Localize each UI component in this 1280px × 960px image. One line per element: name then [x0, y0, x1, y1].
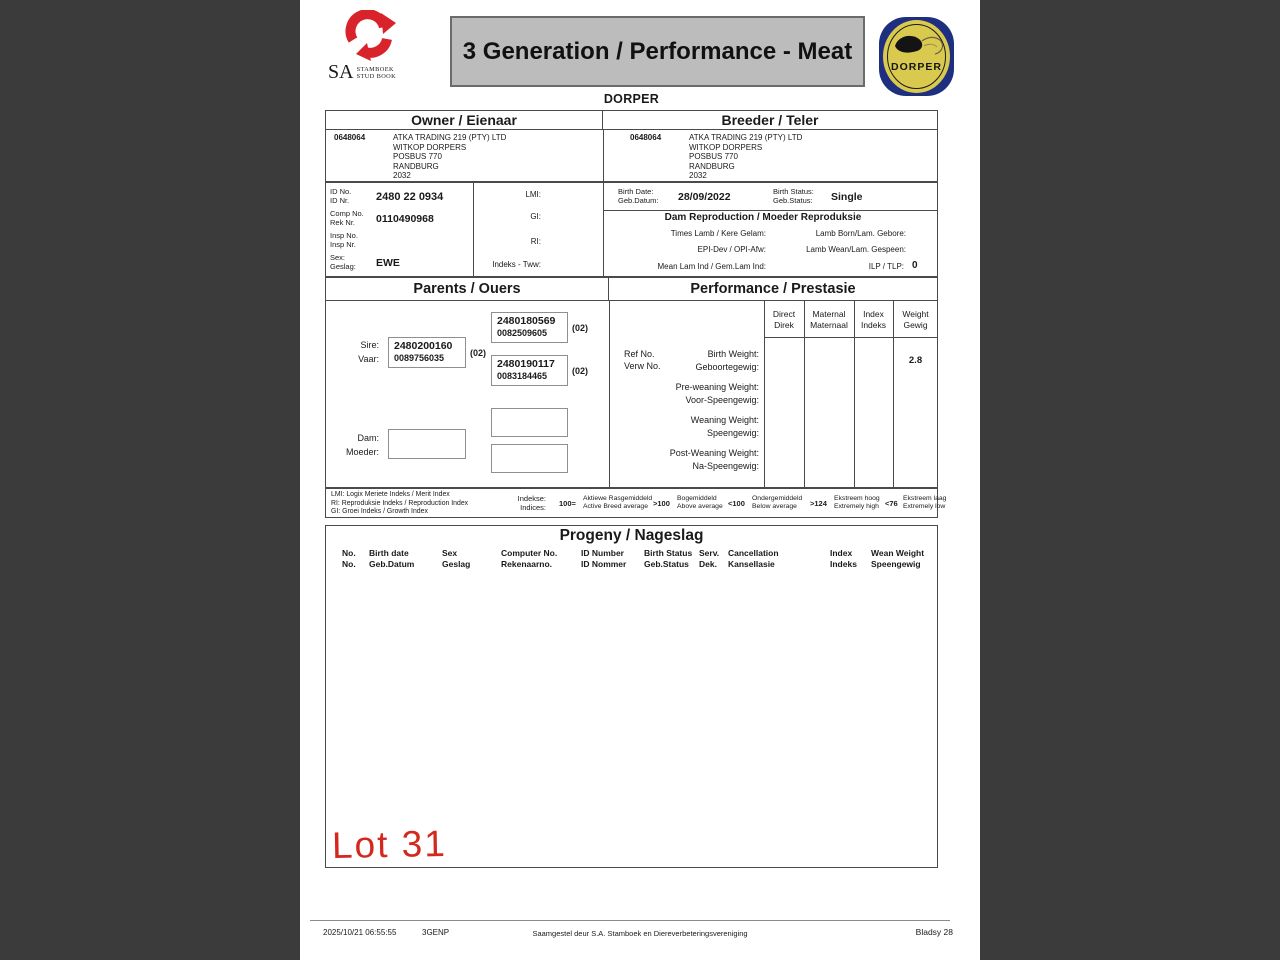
owner-breeder-divider [603, 130, 604, 182]
epi-dev-label: EPI-Dev / OPI-Afw: [697, 245, 766, 254]
grandsire1-id: 2480180569 [497, 315, 556, 327]
owner-address-line: 2032 [393, 171, 411, 180]
breeder-address-line: POSBUS 770 [689, 152, 738, 161]
birth-status-label: Birth Status: Geb.Status: [773, 187, 814, 205]
grandsire1-note: (02) [572, 323, 589, 333]
breeder-member-number: 0648064 [630, 133, 662, 142]
ri-definition: RI: Reproduksie Indeks / Reproduction Index [331, 499, 469, 507]
sa-text: SA [328, 61, 354, 83]
stamboek-line2: STUD BOOK [356, 73, 397, 80]
progeny-col-birth-status: Birth Status Geb.Status [644, 548, 693, 569]
perf-header-underline [764, 337, 937, 338]
breeder-address-line: 2032 [689, 171, 707, 180]
lmi-definition: LMI: Logix Meriete Indeks / Merit Index [331, 491, 450, 498]
birth-weight-value: 2.8 [908, 355, 923, 366]
gi-definition: GI: Groei Indeks / Growth Index [331, 508, 428, 516]
footer-page-number: Bladsy 28 [915, 927, 953, 937]
owner-address-line: POSBUS 770 [393, 152, 442, 161]
grandsire2-box [491, 355, 568, 386]
sa-stamboek-wordmark [328, 62, 396, 82]
progeny-col-birth-date: Birth date Geb.Datum [369, 548, 415, 569]
performance-header: Performance / Prestasie [690, 281, 856, 297]
owner-member-number: 0648064 [334, 133, 366, 142]
sire-comp-no: 0089756035 [394, 353, 445, 363]
progeny-col-cancellation: Cancellation Kansellasie [728, 548, 779, 569]
parents-header: Parents / Ouers [326, 278, 609, 300]
badge-text: DORPER [891, 61, 942, 73]
grandsire1-box [491, 312, 568, 343]
owner-address-line: RANDBURG [393, 161, 439, 171]
dorper-society-badge [877, 15, 956, 98]
breeder-address [689, 133, 802, 181]
birth-date-value: 28/09/2022 [678, 191, 731, 203]
ilp-tlp-label: ILP / TLP: [868, 262, 904, 271]
progeny-col-serv: Serv. Dek. [699, 548, 720, 569]
mean-lam-ind-label: Mean Lam Ind / Gem.Lam Ind: [657, 262, 766, 271]
footer-divider [310, 920, 950, 921]
sex-value: EWE [376, 257, 400, 269]
grandsire1-comp-no: 0082509605 [497, 328, 548, 338]
legend-text-extremely-high: Ekstreem hoog Extremely high [834, 495, 880, 511]
lamb-born-label: Lamb Born/Lam. Gebore: [815, 229, 906, 238]
granddam1-box [491, 408, 568, 437]
birth-date-label: Birth Date: Geb.Datum: [618, 187, 659, 205]
granddam2-box [491, 444, 568, 473]
legend-definitions [331, 491, 468, 517]
dam-label: Dam: Moeder: [345, 433, 379, 457]
perf-col-weight: Weight Gewig [902, 309, 929, 330]
ref-no-label: Ref No. Verw No. [624, 349, 661, 371]
legend-text-below-average: Ondergemiddeld Below average [752, 495, 803, 511]
grandsire2-id: 2480190117 [497, 358, 555, 370]
legend-text-extremely-low: Ekstreem laag Extremely low [903, 495, 947, 511]
sire-id: 2480200160 [394, 340, 453, 352]
dam-box [388, 429, 466, 459]
times-lamb-label: Times Lamb / Kere Gelam: [670, 229, 766, 238]
stamboek-line1: STAMBOEK [356, 66, 394, 73]
legend-key-below-average: <100 [728, 499, 745, 508]
breeder-address-line: ATKA TRADING 219 (PTY) LTD [689, 133, 803, 142]
perf-row-weaning-label: Weaning Weight: Speengewig: [690, 415, 759, 438]
progeny-col-index: Index Indeks [830, 548, 857, 569]
indices-label: Indekse: Indices: [517, 494, 546, 512]
legend-key-extremely-low: <76 [885, 499, 898, 508]
breeder-address-line: RANDBURG [689, 161, 735, 171]
progeny-col-sex: Sex Geslag [442, 548, 471, 569]
dam-repro-divider [603, 210, 937, 211]
legend-text-above-average: Bogemiddeld Above average [677, 495, 723, 511]
legend-key-breed-average: 100= [559, 499, 576, 508]
index-legend [325, 488, 947, 518]
breeder-address-line: WITKOP DORPERS [689, 142, 763, 152]
progeny-col-id-number: ID Number ID Nommer [581, 548, 627, 569]
legend-key-above-average: >100 [653, 499, 670, 508]
perf-col-direct: Direct Direk [772, 309, 796, 330]
ri-label: RI: [530, 237, 541, 246]
owner-address-line: ATKA TRADING 219 (PTY) LTD [393, 133, 507, 142]
perf-row-preweaning-label: Pre-weaning Weight: Voor-Speengewig: [675, 382, 759, 405]
perf-col-maternal: Maternal Maternaal [810, 309, 848, 330]
ilp-tlp-value: 0 [912, 260, 918, 271]
lot-number-annotation: Lot 31 [331, 823, 448, 866]
id-no-label: ID No. ID Nr. [330, 187, 352, 205]
owner-breeder-table [325, 110, 938, 182]
breeder-header: Breeder / Teler [721, 112, 819, 128]
grandsire2-comp-no: 0083184465 [497, 371, 548, 381]
birth-status-value: Single [831, 191, 863, 203]
perf-col-index: Index Indeks [860, 309, 887, 330]
parents-performance-table [325, 277, 938, 488]
footer-report-code: 3GENP [422, 928, 450, 937]
sa-stamboek-arrows-icon [344, 10, 396, 62]
lamb-wean-label: Lamb Wean/Lam. Gespeen: [806, 245, 906, 254]
sire-box [388, 337, 466, 368]
insp-no-label: Insp No. Insp Nr. [330, 231, 358, 249]
progeny-col-wean-weight: Wean Weight Speengewig [871, 548, 925, 569]
stamboek-text [357, 66, 396, 80]
legend-key-extremely-high: >124 [810, 499, 827, 508]
dam-reproduction-header: Dam Reproduction / Moeder Reproduksie [664, 212, 862, 223]
lmi-label: LMI: [525, 190, 541, 199]
progeny-col-computer-no: Computer No. Rekenaarno. [501, 548, 558, 569]
breed-label: DORPER [603, 92, 660, 106]
progeny-table [325, 525, 938, 868]
id-no-value: 2480 22 0934 [376, 191, 444, 203]
report-title: 3 Generation / Performance - Meat [450, 16, 865, 87]
owner-header: Owner / Eienaar [326, 111, 603, 129]
sa-stamboek-logo [328, 10, 412, 94]
grandsire2-note: (02) [572, 366, 589, 376]
owner-address [393, 133, 506, 181]
sire-label: Sire: Vaar: [358, 340, 379, 364]
identity-table [325, 182, 938, 277]
owner-address-line: WITKOP DORPERS [393, 142, 467, 152]
indeks-tww-label: Indeks - Tww: [492, 260, 541, 269]
progeny-col-no: No. No. [342, 548, 356, 569]
perf-row-postweaning-label: Post-Weaning Weight: Na-Speengewig: [669, 448, 759, 471]
sire-note: (02) [470, 348, 487, 358]
perf-row-birth-weight-label: Birth Weight: Geboortegewig: [695, 349, 759, 372]
comp-no-value: 0110490968 [376, 213, 434, 225]
gi-label: GI: [530, 212, 541, 221]
comp-no-label: Comp No. Rek Nr. [330, 209, 364, 227]
legend-text-breed-average: Aktiewe Rasgemiddeld Active Breed average [583, 495, 653, 511]
progeny-header: Progeny / Nageslag [559, 527, 704, 544]
sex-label: Sex: Geslag: [330, 253, 356, 271]
footer-credit: Saamgestel deur S.A. Stamboek en Diereverbeteringsvereniging [532, 929, 748, 938]
certificate-page [300, 0, 980, 960]
footer-timestamp: 2025/10/21 06:55:55 [323, 928, 397, 937]
